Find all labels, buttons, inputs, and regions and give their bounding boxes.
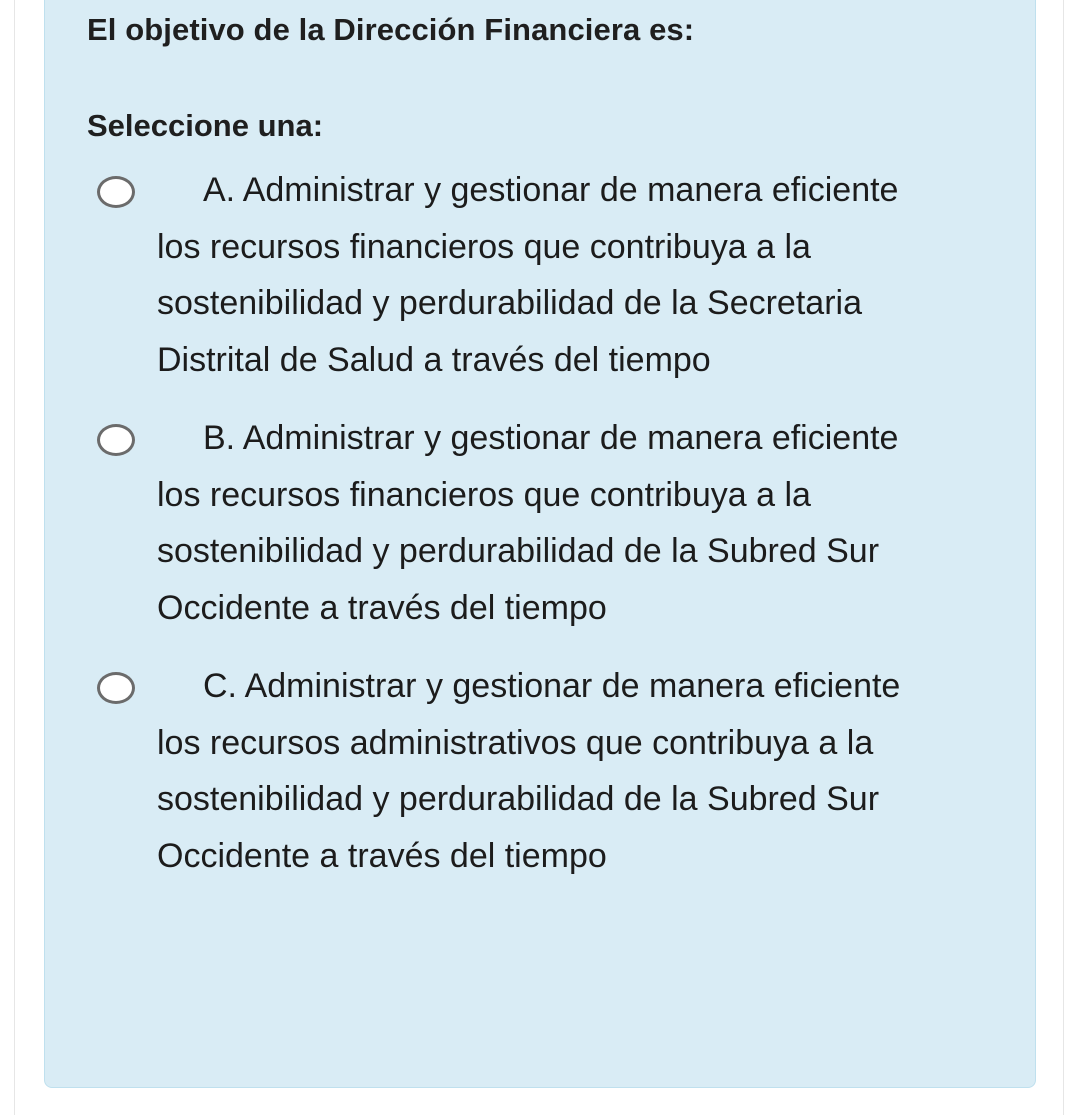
question-text: El objetivo de la Dirección Financiera es: [87,12,695,47]
answer-option-b[interactable] [97,410,997,636]
radio-button-a[interactable] [97,176,135,208]
answer-option-a[interactable] [97,162,997,388]
answer-label-a[interactable]: A. Administrar y gestionar de manera eficiente los recursos financieros que contribuya a la sostenibilidad y perdurabilidad de la Secretaria Distrital de Salud a través del tiempo [157,171,899,379]
answer-option-c[interactable] [97,658,997,884]
radio-button-c[interactable] [97,672,135,704]
select-one-prompt: Seleccione una: [87,108,324,143]
answer-options [97,162,997,906]
radio-button-b[interactable] [97,424,135,456]
answer-label-c[interactable]: C. Administrar y gestionar de manera eficiente los recursos administrativos que contribuya a la sostenibilidad y perdurabilidad de la Subred Sur Occidente a través del tiempo [157,667,901,875]
answer-label-b[interactable]: B. Administrar y gestionar de manera eficiente los recursos financieros que contribuya a la sostenibilidad y perdurabilidad de la Subred Sur Occidente a través del tiempo [157,419,899,627]
